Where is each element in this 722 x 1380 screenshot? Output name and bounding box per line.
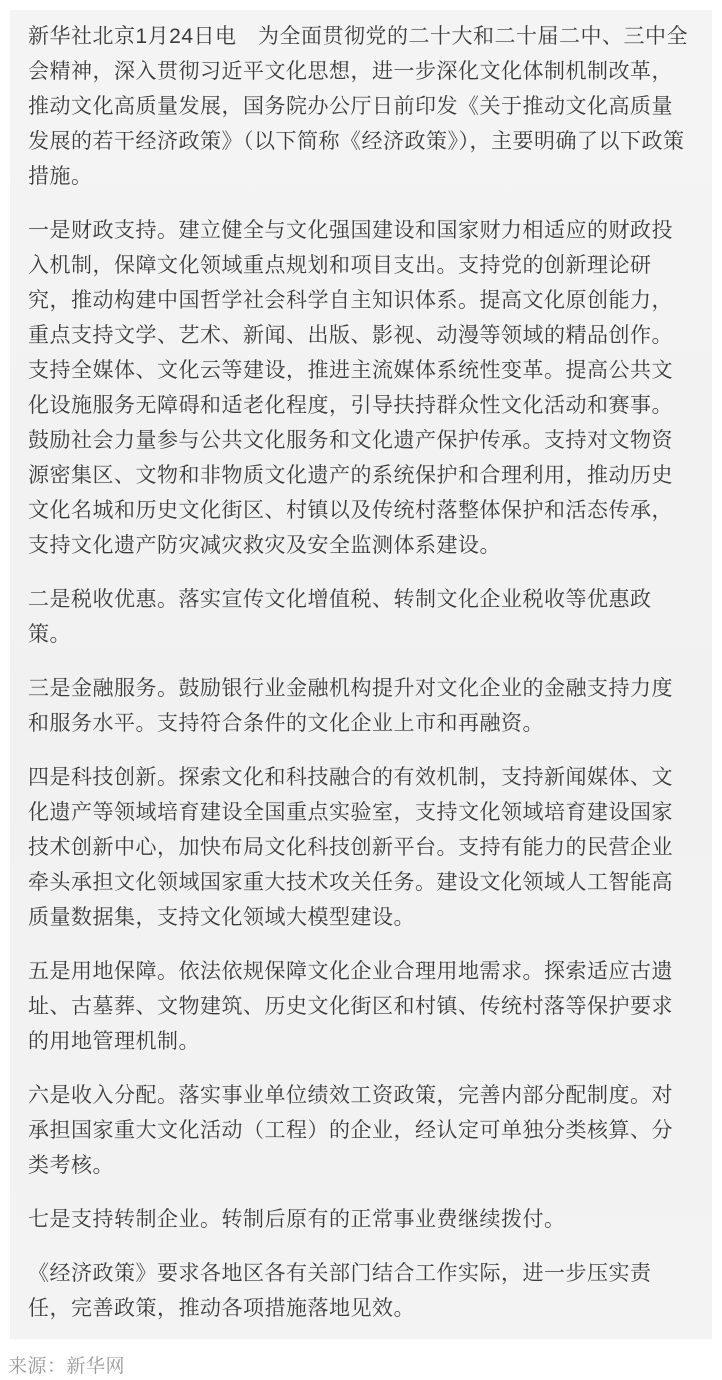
article-paragraph-policy-1-fiscal: 一是财政支持。建立健全与文化强国建设和国家财力相适应的财政投入机制，保障文化领域重点规划和项目支出。支持党的创新理论研究，推动构建中国哲学社会科学自主知识体系。提高文化原创能力，重点支持文学、艺术、新闻、出版、影视、动漫等领域的精品创作。支持全媒体、文化云等建设，推进主流媒体系统性变革。提高公共文化设施服务无障碍和适老化程度，引导扶持群众性文化活动和赛事。鼓励社会力量参与公共文化服务和文化遗产保护传承。支持对文物资源密集区、文物和非物质文化遗产的系统保护和合理利用，推动历史文化名城和历史文化街区、村镇以及传统村落整体保护和活态传承，支持文化遗产防灾减灾救灾及安全监测体系建设。 [28,219,673,557]
article-paragraph-policy-7-restructured: 七是支持转制企业。转制后原有的正常事业费继续拨付。 [28,1208,566,1231]
article-paragraph-policy-4-tech: 四是科技创新。探索文化和科技融合的有效机制，支持新闻媒体、文化遗产等领域培育建设全国重点实验室，支持文化领域培育建设国家技术创新中心，加快布局文化科技创新平台。支持有能力的民营企业牵头承担文化领域国家重大技术攻关任务。建设文化领域人工智能高质量数据集，支持文化领域大模型建设。 [28,766,673,929]
article-paragraph-policy-5-land: 五是用地保障。依法依规保障文化企业合理用地需求。探索适应古遗址、古墓葬、文物建筑、历史文化街区和村镇、传统村落等保护要求的用地管理机制。 [28,960,673,1053]
article-paragraph-closing: 《经济政策》要求各地区各有关部门结合工作实际，进一步压实责任，完善政策，推动各项措施落地见效。 [28,1262,652,1320]
source-attribution: 来源：新华网 [8,1356,126,1377]
article-paragraph-policy-3-finance: 三是金融服务。鼓励银行业金融机构提升对文化企业的金融支持力度和服务水平。支持符合条件的文化企业上市和再融资。 [28,677,673,735]
article-card [10,10,712,1339]
article-paragraph-policy-2-tax: 二是税收优惠。落实宣传文化增值税、转制文化企业税收等优惠政策。 [28,588,652,646]
article-paragraph-policy-6-income: 六是收入分配。落实事业单位绩效工资政策，完善内部分配制度。对承担国家重大文化活动（工程）的企业，经认定可单独分类核算、分类考核。 [28,1084,673,1177]
article-paragraph-lead: 新华社北京1月24日电 为全面贯彻党的二十大和二十届二中、三中全会精神，深入贯彻习近平文化思想，进一步深化文化体制机制改革，推动文化高质量发展，国务院办公厅日前印发《关于推动文化高质量发展的若干经济政策》（以下简称《经济政策》），主要明确了以下政策措施。 [28,25,689,188]
